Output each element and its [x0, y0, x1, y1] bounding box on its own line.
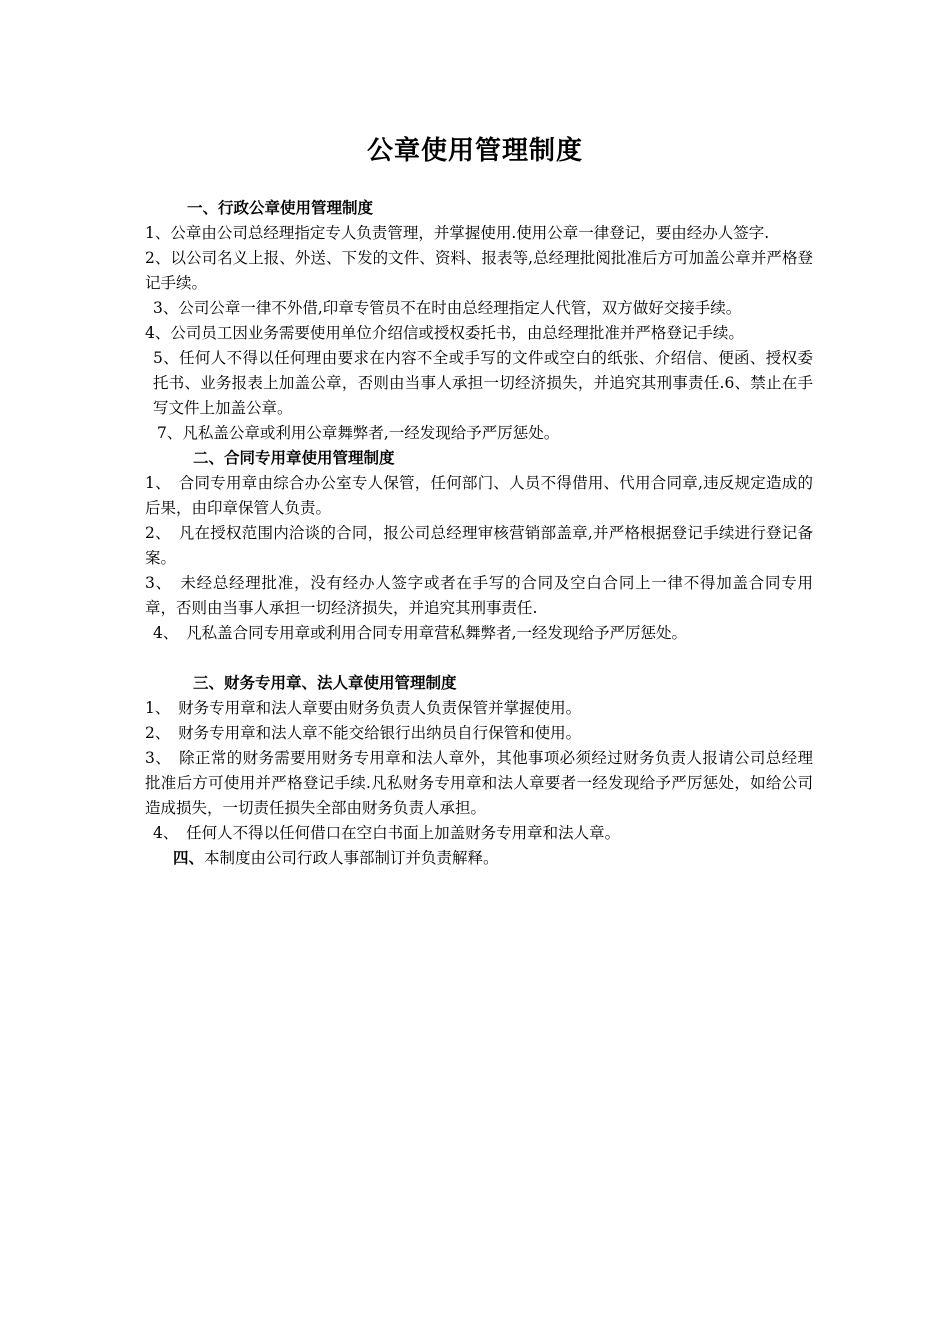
- paragraph: 3、 除正常的财务需要用财务专用章和法人章外，其他事项必须经过财务负责人报请公司总经理批准后方可使用并严格登记手续.凡私财务专用章和法人章要者一经发现给予严厉惩处，如给公司造成损失，一切责任损失全部由财务负责人承担。: [145, 749, 813, 817]
- document-title: 公章使用管理制度: [366, 136, 583, 166]
- paragraph: 4、 凡私盖合同专用章或利用合同专用章营私舞弊者,一经发现给予严厉惩处。: [153, 624, 688, 642]
- closing-statement: [145, 846, 813, 871]
- paragraph: 1、 财务专用章和法人章要由财务负责人负责保管并掌握使用。: [145, 699, 582, 717]
- closing-text: 本制度由公司行政人事部制订并负责解释。: [204, 849, 499, 867]
- document-body: [145, 196, 813, 871]
- paragraph: 1、公章由公司总经理指定专人负责管理，并掌握使用.使用公章一律登记，要由经办人签字.: [145, 224, 770, 242]
- paragraph: 3、公司公章一律不外借,印章专管员不在时由总经理指定人代管，双方做好交接手续。: [153, 299, 742, 317]
- paragraph: 3、 未经总经理批准，没有经办人签字或者在手写的合同及空白合同上一律不得加盖合同专用章，否则由当事人承担一切经济损失，并追究其刑事责任.: [145, 574, 813, 617]
- paragraph: 4、公司员工因业务需要使用单位介绍信或授权委托书，由总经理批准并严格登记手续。: [145, 324, 744, 342]
- paragraph: 2、 财务专用章和法人章不能交给银行出纳员自行保管和使用。: [145, 724, 582, 742]
- section-heading-interpretation: 四、: [173, 849, 205, 867]
- section-heading-administrative-seal: 一、行政公章使用管理制度: [187, 199, 374, 217]
- paragraph: 4、 任何人不得以任何借口在空白书面上加盖财务专用章和法人章。: [153, 824, 621, 842]
- section-heading-contract-seal: 二、合同专用章使用管理制度: [193, 449, 395, 467]
- paragraph: 2、以公司名义上报、外送、下发的文件、资料、报表等,总经理批阅批准后方可加盖公章并严格登记手续。: [145, 249, 813, 292]
- paragraph: 1、 合同专用章由综合办公室专人保管，任何部门、人员不得借用、代用合同章,违反规定造成的后果，由印章保管人负责。: [145, 474, 813, 517]
- paragraph: 5、任何人不得以任何理由要求在内容不全或手写的文件或空白的纸张、介绍信、便函、授权委托书、业务报表上加盖公章，否则由当事人承担一切经济损失，并追究其刑事责任.6、禁止在手写文件上加盖公章。: [153, 349, 813, 417]
- section-heading-finance-seal: 三、财务专用章、法人章使用管理制度: [193, 674, 457, 692]
- paragraph: 2、 凡在授权范围内洽谈的合同，报公司总经理审核营销部盖章,并严格根据登记手续进行登记备案。: [145, 524, 813, 567]
- paragraph: 7、凡私盖公章或利用公章舞弊者,一经发现给予严厉惩处。: [157, 424, 560, 442]
